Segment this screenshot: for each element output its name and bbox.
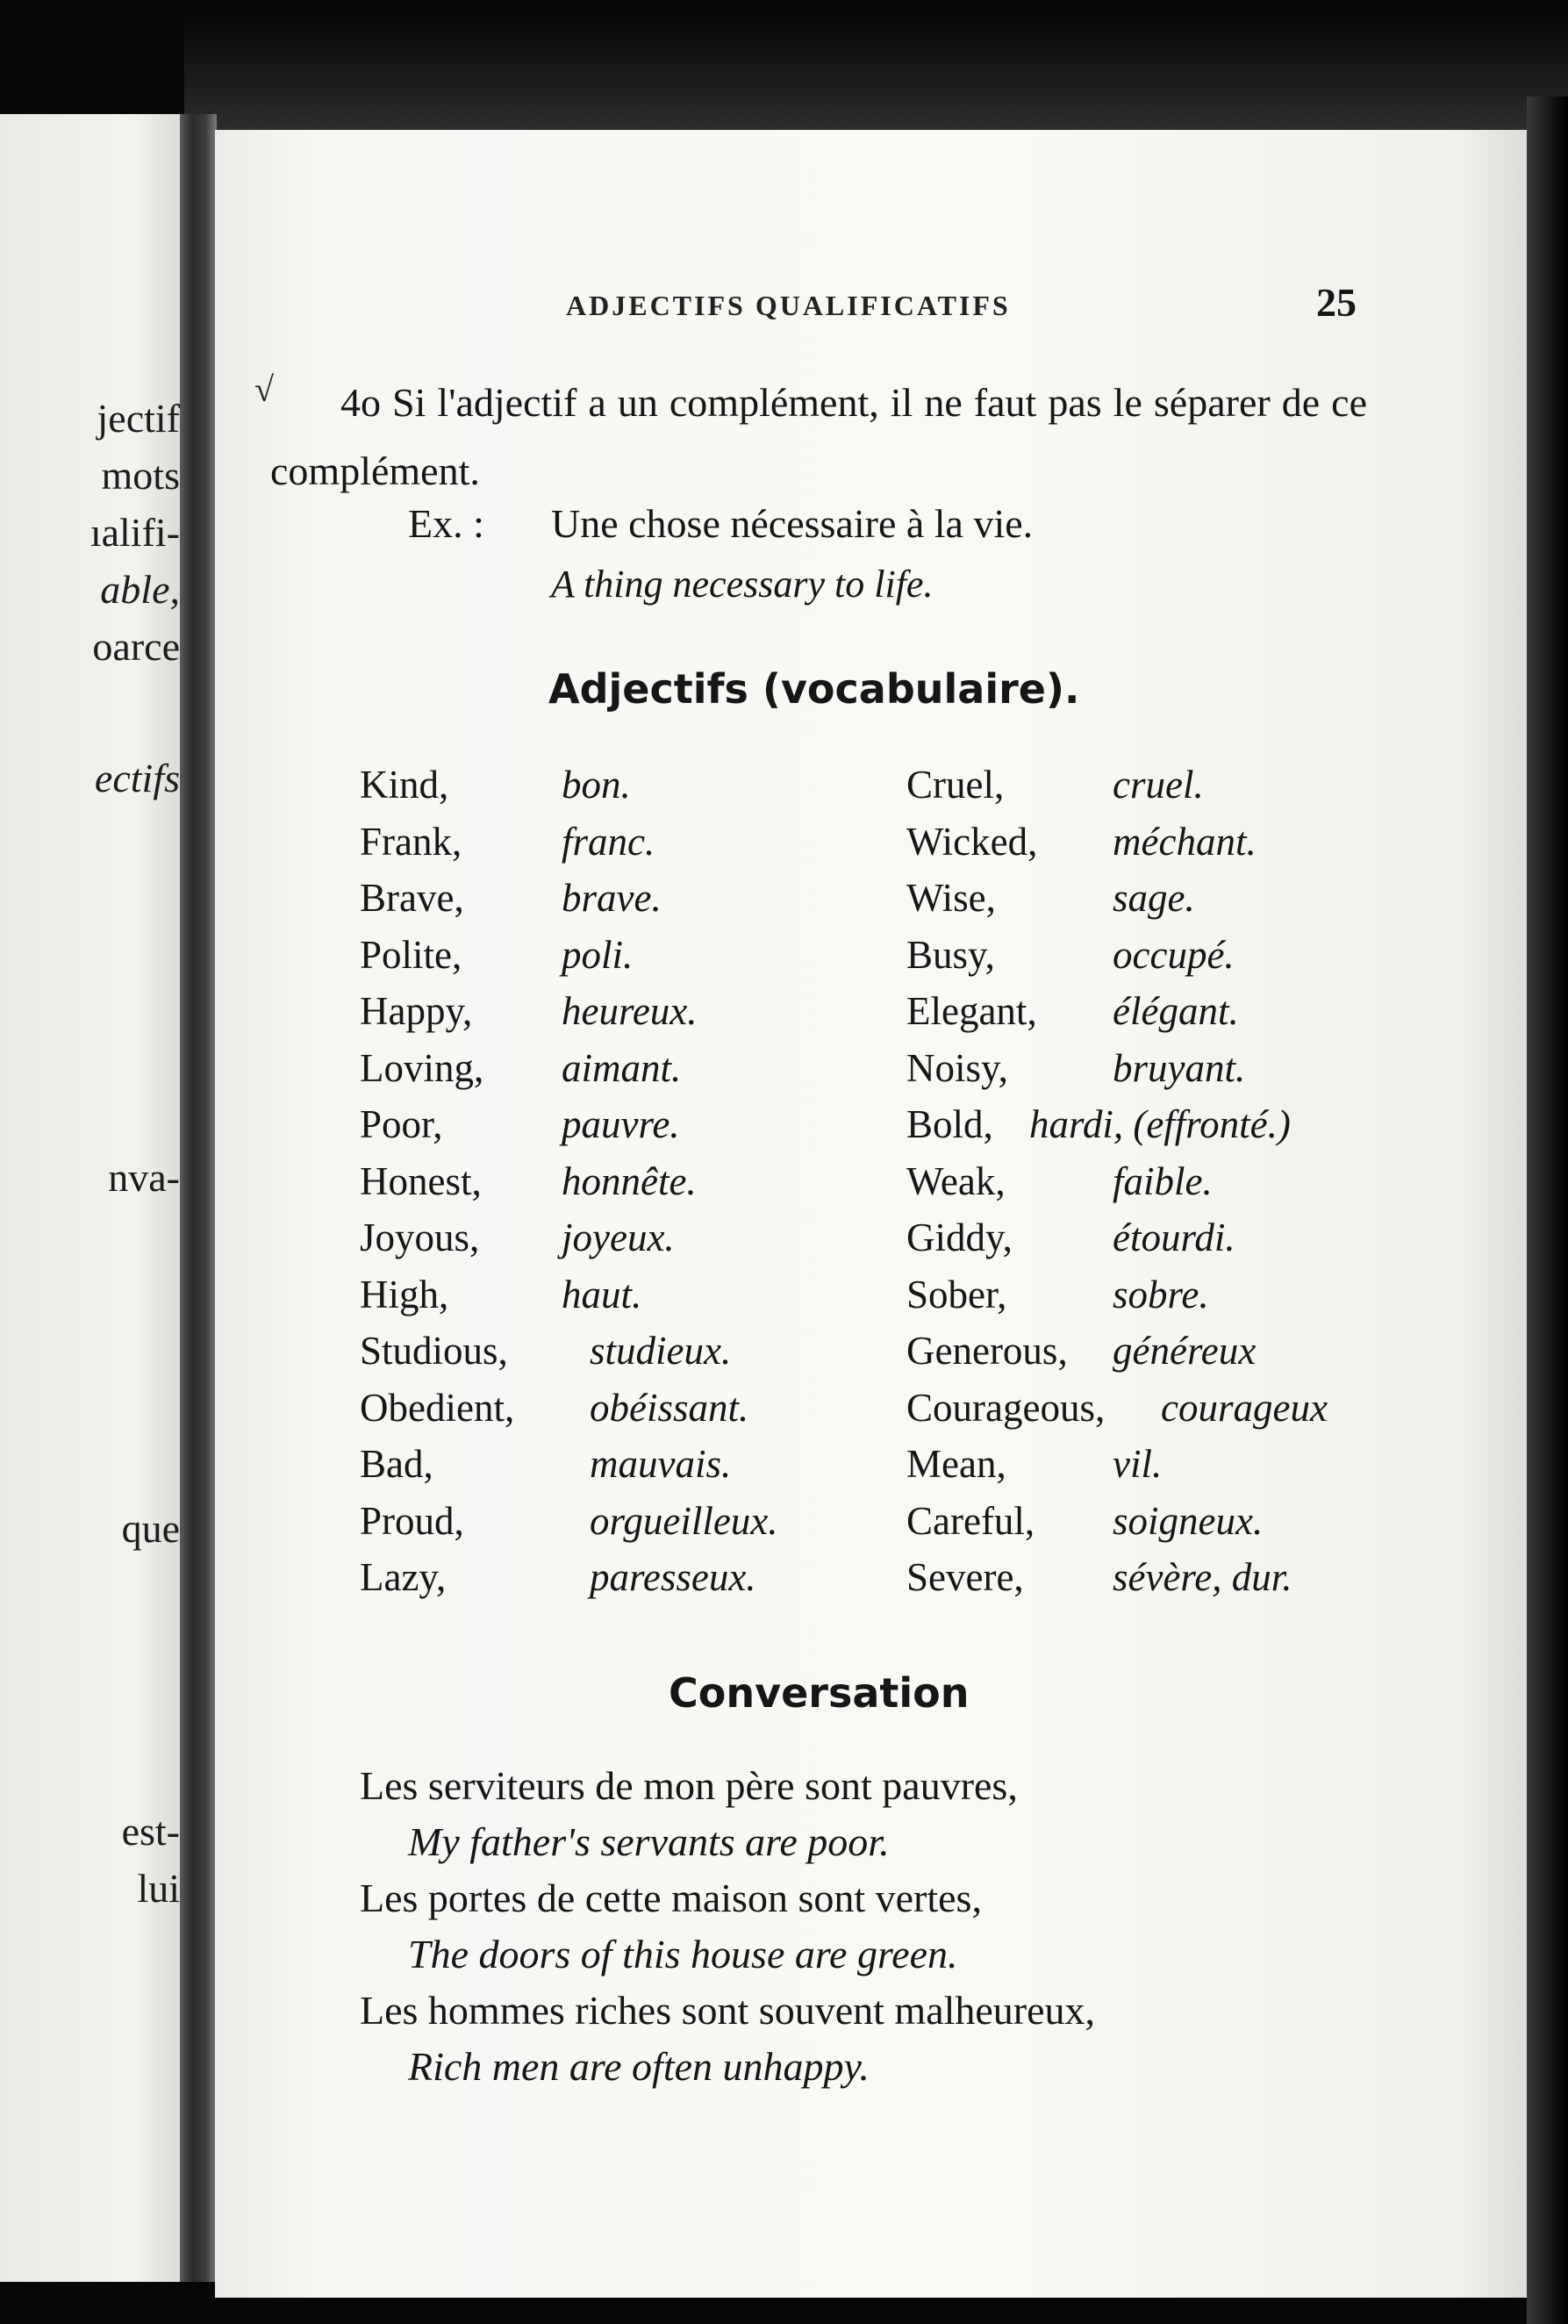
vocab-english: Studious,: [360, 1329, 508, 1373]
left-page-fragment: ectifs: [94, 756, 180, 800]
vocab-french: mauvais.: [590, 1442, 732, 1486]
vocab-english: Honest,: [360, 1158, 482, 1203]
vocab-french: studieux.: [590, 1329, 732, 1373]
vocabulary-title: Adjectifs (vocabulaire).: [548, 665, 1080, 713]
vocab-french: méchant.: [1113, 819, 1257, 864]
vocab-french: paresseux.: [590, 1555, 756, 1599]
vocab-english: Wicked,: [906, 819, 1038, 864]
vocab-english: High,: [360, 1272, 449, 1316]
vocab-english: Generous,: [906, 1329, 1068, 1373]
vocab-english: Mean,: [906, 1442, 1006, 1486]
vocab-french: haut.: [562, 1272, 642, 1316]
vocab-english: Brave,: [360, 876, 464, 920]
vocab-french: franc.: [562, 819, 655, 864]
vocab-french: joyeux.: [562, 1216, 675, 1259]
vocab-french: étourdi.: [1113, 1216, 1235, 1259]
conversation-sentence: Les hommes riches sont souvent malheureux,: [360, 1988, 1096, 2033]
vocab-french: vil.: [1113, 1442, 1163, 1486]
vocab-english: Joyous,: [360, 1216, 480, 1259]
vocab-english: Frank,: [360, 819, 462, 864]
conversation-sentence: Les serviteurs de mon père sont pauvres,: [360, 1763, 1018, 1808]
vocab-english: Busy,: [906, 932, 995, 977]
vocab-french: élégant.: [1113, 989, 1239, 1033]
vocab-french: hardi, (effronté.): [1029, 1102, 1291, 1146]
vocab-french: aimant.: [562, 1045, 682, 1090]
vocab-french: brave.: [562, 876, 662, 920]
left-page-fragment: que: [121, 1506, 180, 1551]
vocab-english: Noisy,: [906, 1045, 1008, 1090]
vocab-english: Bold,: [906, 1102, 993, 1146]
vocab-english: Sober,: [906, 1272, 1007, 1316]
running-head: ADJECTIFS QUALIFICATIFS: [566, 290, 1011, 321]
vocab-french: sévère, dur.: [1113, 1555, 1292, 1599]
check-mark-icon: √: [254, 369, 274, 409]
left-page-fragment: lui: [137, 1866, 180, 1911]
vocab-english: Bad,: [360, 1442, 433, 1486]
vocab-english: Lazy,: [360, 1555, 447, 1599]
vocab-french: occupé.: [1113, 932, 1235, 977]
vocab-english: Wise,: [906, 876, 996, 920]
vocab-french: bruyant.: [1113, 1045, 1246, 1090]
vocab-english: Poor,: [360, 1102, 443, 1146]
vocab-english: Giddy,: [906, 1216, 1013, 1259]
book-gutter: [180, 114, 217, 2282]
vocab-english: Weak,: [906, 1158, 1006, 1203]
vocab-french: obéissant.: [590, 1385, 749, 1430]
left-page-fragment: mots: [101, 453, 180, 498]
vocab-english: Careful,: [906, 1498, 1035, 1543]
vocab-english: Elegant,: [906, 989, 1037, 1033]
vocab-french: orgueilleux.: [590, 1498, 778, 1543]
left-page-fragment: jectif: [97, 396, 180, 441]
vocab-english: Cruel,: [906, 763, 1005, 807]
vocab-english: Happy,: [360, 989, 473, 1033]
page-number: 25: [1316, 280, 1357, 325]
scan-top-edge: [184, 0, 1568, 132]
vocab-english: Loving,: [360, 1045, 484, 1090]
vocab-french: heureux.: [562, 989, 698, 1033]
left-page-fragment: oarce: [92, 624, 180, 669]
left-page-fragment: able,: [100, 567, 180, 612]
conversation-translation: My father's servants are poor.: [408, 1819, 890, 1864]
vocab-english: Severe,: [906, 1555, 1024, 1599]
vocab-french: honnête.: [562, 1158, 697, 1203]
vocab-french: bon.: [562, 763, 631, 807]
vocab-french: sobre.: [1113, 1272, 1209, 1316]
vocab-french: faible.: [1113, 1158, 1213, 1203]
rule-paragraph: 4o Si l'adjectif a un complément, il ne faut pas le séparer de ce complément.: [270, 380, 1367, 493]
conversation-sentence: Les portes de cette maison sont vertes,: [360, 1876, 982, 1920]
vocab-french: généreux: [1113, 1329, 1257, 1373]
example-label: Ex. :: [408, 501, 484, 546]
vocab-english: Obedient,: [360, 1385, 515, 1430]
example-french: Une chose nécessaire à la vie.: [551, 501, 1034, 546]
vocab-french: soigneux.: [1113, 1498, 1264, 1543]
vocab-english: Kind,: [360, 763, 449, 807]
vocab-french: courageux: [1161, 1385, 1328, 1430]
vocab-french: poli.: [562, 932, 634, 977]
vocab-french: cruel.: [1113, 763, 1204, 807]
conversation-translation: The doors of this house are green.: [408, 1932, 958, 1976]
vocab-french: pauvre.: [562, 1102, 680, 1146]
conversation-title: Conversation: [669, 1669, 970, 1717]
conversation-translation: Rich men are often unhappy.: [408, 2044, 870, 2089]
vocab-english: Proud,: [360, 1498, 464, 1543]
vocab-french: sage.: [1113, 876, 1195, 920]
left-page-fragment: est-: [121, 1809, 180, 1854]
example-english: A thing necessary to life.: [551, 563, 934, 606]
left-page-fragment: ıalifi-: [89, 510, 180, 555]
left-page-fragment: nva-: [108, 1155, 180, 1200]
vocab-english: Courageous,: [906, 1385, 1106, 1430]
scan-right-edge: [1527, 97, 1568, 2324]
vocab-english: Polite,: [360, 932, 462, 977]
